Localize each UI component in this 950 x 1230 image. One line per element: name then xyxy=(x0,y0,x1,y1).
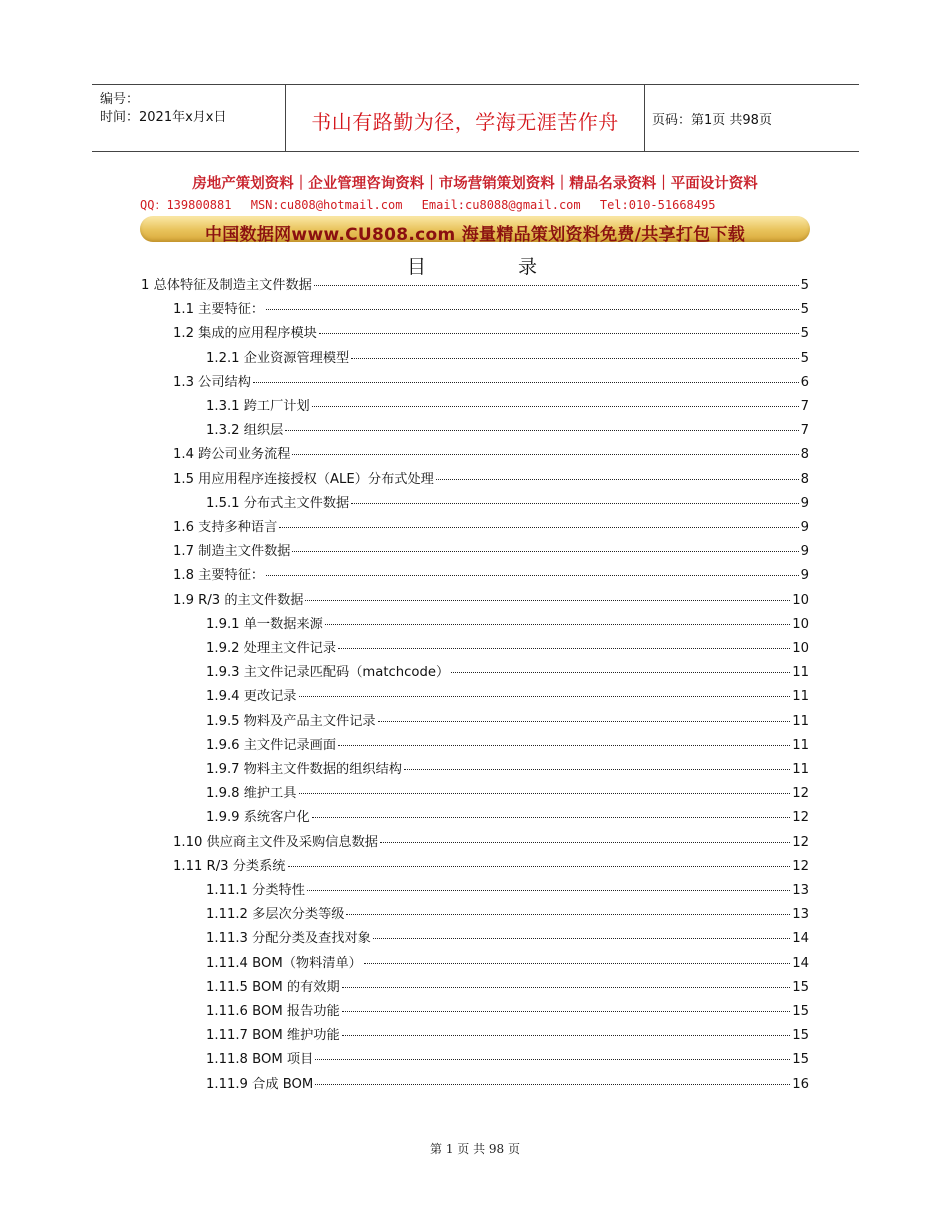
toc-entry-title: 1.5 用应用程序连接授权（ALE）分布式处理 xyxy=(173,471,434,487)
toc-entry-page: 16 xyxy=(792,1076,809,1092)
toc-entry[interactable] xyxy=(206,879,809,903)
toc-entry[interactable] xyxy=(141,274,809,298)
toc-entry-title: 1.9.7 物料主文件数据的组织结构 xyxy=(206,762,402,777)
toc-entry[interactable] xyxy=(206,758,809,782)
toc-entry[interactable] xyxy=(206,903,809,927)
header-left-cell xyxy=(92,85,285,151)
toc-entry-page: 12 xyxy=(792,810,809,826)
toc-entry[interactable] xyxy=(206,492,809,516)
toc-dot-leader xyxy=(404,768,790,770)
toc-entry[interactable] xyxy=(206,1048,809,1072)
toc-entry[interactable] xyxy=(206,613,809,637)
toc-entry[interactable] xyxy=(173,516,809,540)
toc-dot-leader xyxy=(378,720,791,722)
toc-entry-title: 1.9.5 物料及产品主文件记录 xyxy=(206,713,376,729)
toc-entry[interactable] xyxy=(206,734,809,758)
toc-entry-page: 10 xyxy=(792,641,809,656)
toc-dot-leader xyxy=(314,284,799,286)
toc-entry-title: 1.11.3 分配分类及查找对象 xyxy=(206,931,371,947)
toc-entry-title: 1.11.7 BOM 维护功能 xyxy=(206,1028,340,1044)
toc-entry-title: 1.11.2 多层次分类等级 xyxy=(206,907,345,923)
toc-entry-title: 1.11.5 BOM 的有效期 xyxy=(206,979,340,995)
toc-dot-leader xyxy=(325,623,790,625)
toc-entry-page: 7 xyxy=(800,399,809,414)
banner-contacts xyxy=(140,196,810,213)
toc-entry-page: 6 xyxy=(800,374,809,390)
header-page-info: 页码：第1页 共98页 xyxy=(652,113,772,128)
toc-entry-title: 1.11 R/3 分类系统 xyxy=(173,858,286,874)
toc-entry-title: 1.6 支持多种语言 xyxy=(173,520,278,535)
banner-slogan: 中国数据网www.CU808.com 海量精品策划资料免费/共享打包下载 xyxy=(204,225,746,245)
toc-dot-leader xyxy=(292,453,798,455)
toc-entry-page: 11 xyxy=(792,689,809,705)
header-motto-cell xyxy=(285,85,645,151)
toc-entry-title: 1.9.6 主文件记录画面 xyxy=(206,737,337,753)
toc-dot-leader xyxy=(292,550,798,552)
toc-dot-leader xyxy=(451,671,790,673)
toc-entry-page: 11 xyxy=(792,762,809,777)
toc-entry-page: 11 xyxy=(792,713,809,729)
toc-dot-leader xyxy=(299,792,791,794)
toc-entry-page: 8 xyxy=(800,471,809,487)
toc-dot-leader xyxy=(315,1058,790,1060)
toc-entry-title: 1.3.1 跨工厂计划 xyxy=(206,399,310,414)
toc-entry-page: 10 xyxy=(792,616,809,632)
header-page-cell xyxy=(644,85,859,151)
toc-dot-leader xyxy=(279,526,798,528)
toc-entry-title: 1.1 主要特征： xyxy=(173,302,265,318)
banner-tel: Tel:010-51668495 xyxy=(599,198,716,212)
toc-entry-page: 9 xyxy=(800,568,809,584)
toc-entry[interactable] xyxy=(206,1000,809,1024)
toc-dot-leader xyxy=(299,695,791,697)
toc-title-char-2: 录 xyxy=(518,256,538,278)
toc-entry[interactable] xyxy=(206,1073,809,1097)
toc-entry[interactable] xyxy=(206,976,809,1000)
toc-dot-leader xyxy=(312,816,791,818)
toc-entry[interactable] xyxy=(173,468,809,492)
toc-entry-page: 9 xyxy=(800,544,809,560)
toc-entry-page: 5 xyxy=(800,350,809,366)
advertisement-banner xyxy=(140,172,810,252)
toc-entry[interactable] xyxy=(173,564,809,588)
toc-dot-leader xyxy=(342,1034,791,1036)
toc-dot-leader xyxy=(315,1083,790,1085)
toc-dot-leader xyxy=(342,986,791,988)
toc-entry-page: 9 xyxy=(800,520,809,535)
toc-entry-title: 1.2 集成的应用程序模块 xyxy=(173,326,317,342)
toc-entry-page: 12 xyxy=(792,786,809,802)
toc-dot-leader xyxy=(364,962,790,964)
toc-entry-page: 8 xyxy=(800,447,809,463)
toc-dot-leader xyxy=(266,574,799,576)
toc-entry-page: 15 xyxy=(792,1052,809,1068)
toc-entry[interactable] xyxy=(206,395,809,419)
toc-entry-page: 14 xyxy=(792,931,809,947)
toc-dot-leader xyxy=(351,502,798,504)
toc-entry-page: 9 xyxy=(800,495,809,511)
toc-entry-title: 1.8 主要特征： xyxy=(173,568,265,584)
banner-msn: MSN:cu808@hotmail.com xyxy=(250,198,403,212)
toc-entry[interactable] xyxy=(206,952,809,976)
toc-entry[interactable] xyxy=(173,443,809,467)
toc-entry-title: 1.2.1 企业资源管理模型 xyxy=(206,350,350,366)
toc-entry-title: 1.9 R/3 的主文件数据 xyxy=(173,592,304,608)
toc-entry[interactable] xyxy=(173,589,809,613)
banner-email: Email:cu8088@gmail.com xyxy=(421,198,581,212)
toc-entry[interactable] xyxy=(206,347,809,371)
toc-dot-leader xyxy=(346,913,790,915)
toc-entry[interactable] xyxy=(206,685,809,709)
toc-dot-leader xyxy=(266,308,799,310)
toc-entry-page: 13 xyxy=(792,883,809,898)
toc-title-char-1: 目 xyxy=(407,256,427,278)
toc-dot-leader xyxy=(285,429,798,431)
toc-entry-title: 1.9.2 处理主文件记录 xyxy=(206,641,337,656)
toc-entry[interactable] xyxy=(206,782,809,806)
toc-entry[interactable] xyxy=(173,371,809,395)
motto-text: 书山有路勤为径，学海无涯苦作舟 xyxy=(311,110,619,134)
toc-entry-page: 7 xyxy=(800,423,809,439)
toc-entry-title: 1 总体特征及制造主文件数据 xyxy=(141,278,312,293)
toc-entry-title: 1.9.4 更改记录 xyxy=(206,689,297,705)
banner-qq: QQ：139800881 xyxy=(140,198,232,212)
toc-entry-title: 1.9.1 单一数据来源 xyxy=(206,616,323,632)
toc-entry-page: 13 xyxy=(792,907,809,923)
toc-entry[interactable] xyxy=(173,831,809,855)
toc-entry[interactable] xyxy=(173,855,809,879)
toc-dot-leader xyxy=(373,937,790,939)
toc-dot-leader xyxy=(288,865,791,867)
toc-entry[interactable] xyxy=(206,806,809,830)
toc-entry-page: 10 xyxy=(792,592,809,608)
toc-entry-page: 15 xyxy=(792,1004,809,1019)
toc-entry-page: 5 xyxy=(800,326,809,342)
toc-entry-page: 15 xyxy=(792,979,809,995)
toc-entry[interactable] xyxy=(206,637,809,661)
toc-dot-leader xyxy=(253,381,799,383)
toc-entry-page: 11 xyxy=(792,665,809,681)
toc-entry-title: 1.3.2 组织层 xyxy=(206,423,284,439)
toc-entry-title: 1.11.1 分类特性 xyxy=(206,883,305,898)
document-number-label: 编号： xyxy=(100,92,140,107)
toc-dot-leader xyxy=(312,405,799,407)
toc-entry-page: 11 xyxy=(792,737,809,753)
toc-dot-leader xyxy=(305,599,790,601)
banner-slogan-bar xyxy=(140,216,810,245)
toc-entry-page: 12 xyxy=(792,834,809,850)
toc-dot-leader xyxy=(351,357,798,359)
toc-entry[interactable] xyxy=(206,927,809,951)
toc-entry[interactable] xyxy=(173,298,809,322)
toc-entry-page: 5 xyxy=(800,278,809,293)
document-time: 时间：2021年x月x日 xyxy=(100,110,227,125)
toc-entry-title: 1.4 跨公司业务流程 xyxy=(173,447,291,463)
toc-entry-title: 1.3 公司结构 xyxy=(173,374,251,390)
toc-entry-page: 5 xyxy=(800,302,809,318)
toc-dot-leader xyxy=(436,478,799,480)
toc-entry[interactable] xyxy=(173,322,809,346)
toc-dot-leader xyxy=(338,744,790,746)
toc-entry-page: 12 xyxy=(792,858,809,874)
toc-entry-title: 1.11.9 合成 BOM xyxy=(206,1076,314,1092)
toc-entry-title: 1.9.3 主文件记录匹配码（matchcode） xyxy=(206,665,450,681)
toc-entry-title: 1.9.9 系统客户化 xyxy=(206,810,310,826)
toc-dot-leader xyxy=(307,889,790,891)
toc-dot-leader xyxy=(380,841,790,843)
toc-entry-title: 1.11.6 BOM 报告功能 xyxy=(206,1004,340,1019)
toc-entry[interactable] xyxy=(206,1024,809,1048)
toc-entry-title: 1.9.8 维护工具 xyxy=(206,786,297,802)
toc-dot-leader xyxy=(338,647,790,649)
banner-categories: 房地产策划资料｜企业管理咨询资料｜市场营销策划资料｜精品名录资料｜平面设计资料 xyxy=(192,176,758,192)
document-header-table xyxy=(92,84,859,152)
toc-entry-title: 1.11.8 BOM 项目 xyxy=(206,1052,314,1068)
toc-entry-title: 1.11.4 BOM（物料清单） xyxy=(206,955,362,971)
toc-entry[interactable] xyxy=(206,710,809,734)
toc-entry-page: 14 xyxy=(792,955,809,971)
toc-entry-title: 1.7 制造主文件数据 xyxy=(173,544,291,560)
toc-dot-leader xyxy=(342,1010,791,1012)
toc-entry-title: 1.10 供应商主文件及采购信息数据 xyxy=(173,834,378,850)
toc-entry-title: 1.5.1 分布式主文件数据 xyxy=(206,495,350,511)
toc-entry[interactable] xyxy=(206,661,809,685)
toc-entry-page: 15 xyxy=(792,1028,809,1044)
toc-dot-leader xyxy=(319,332,799,334)
toc-entry[interactable] xyxy=(173,540,809,564)
page-footer: 第 1 页 共 98 页 xyxy=(430,1142,520,1156)
toc-entry[interactable] xyxy=(206,419,809,443)
